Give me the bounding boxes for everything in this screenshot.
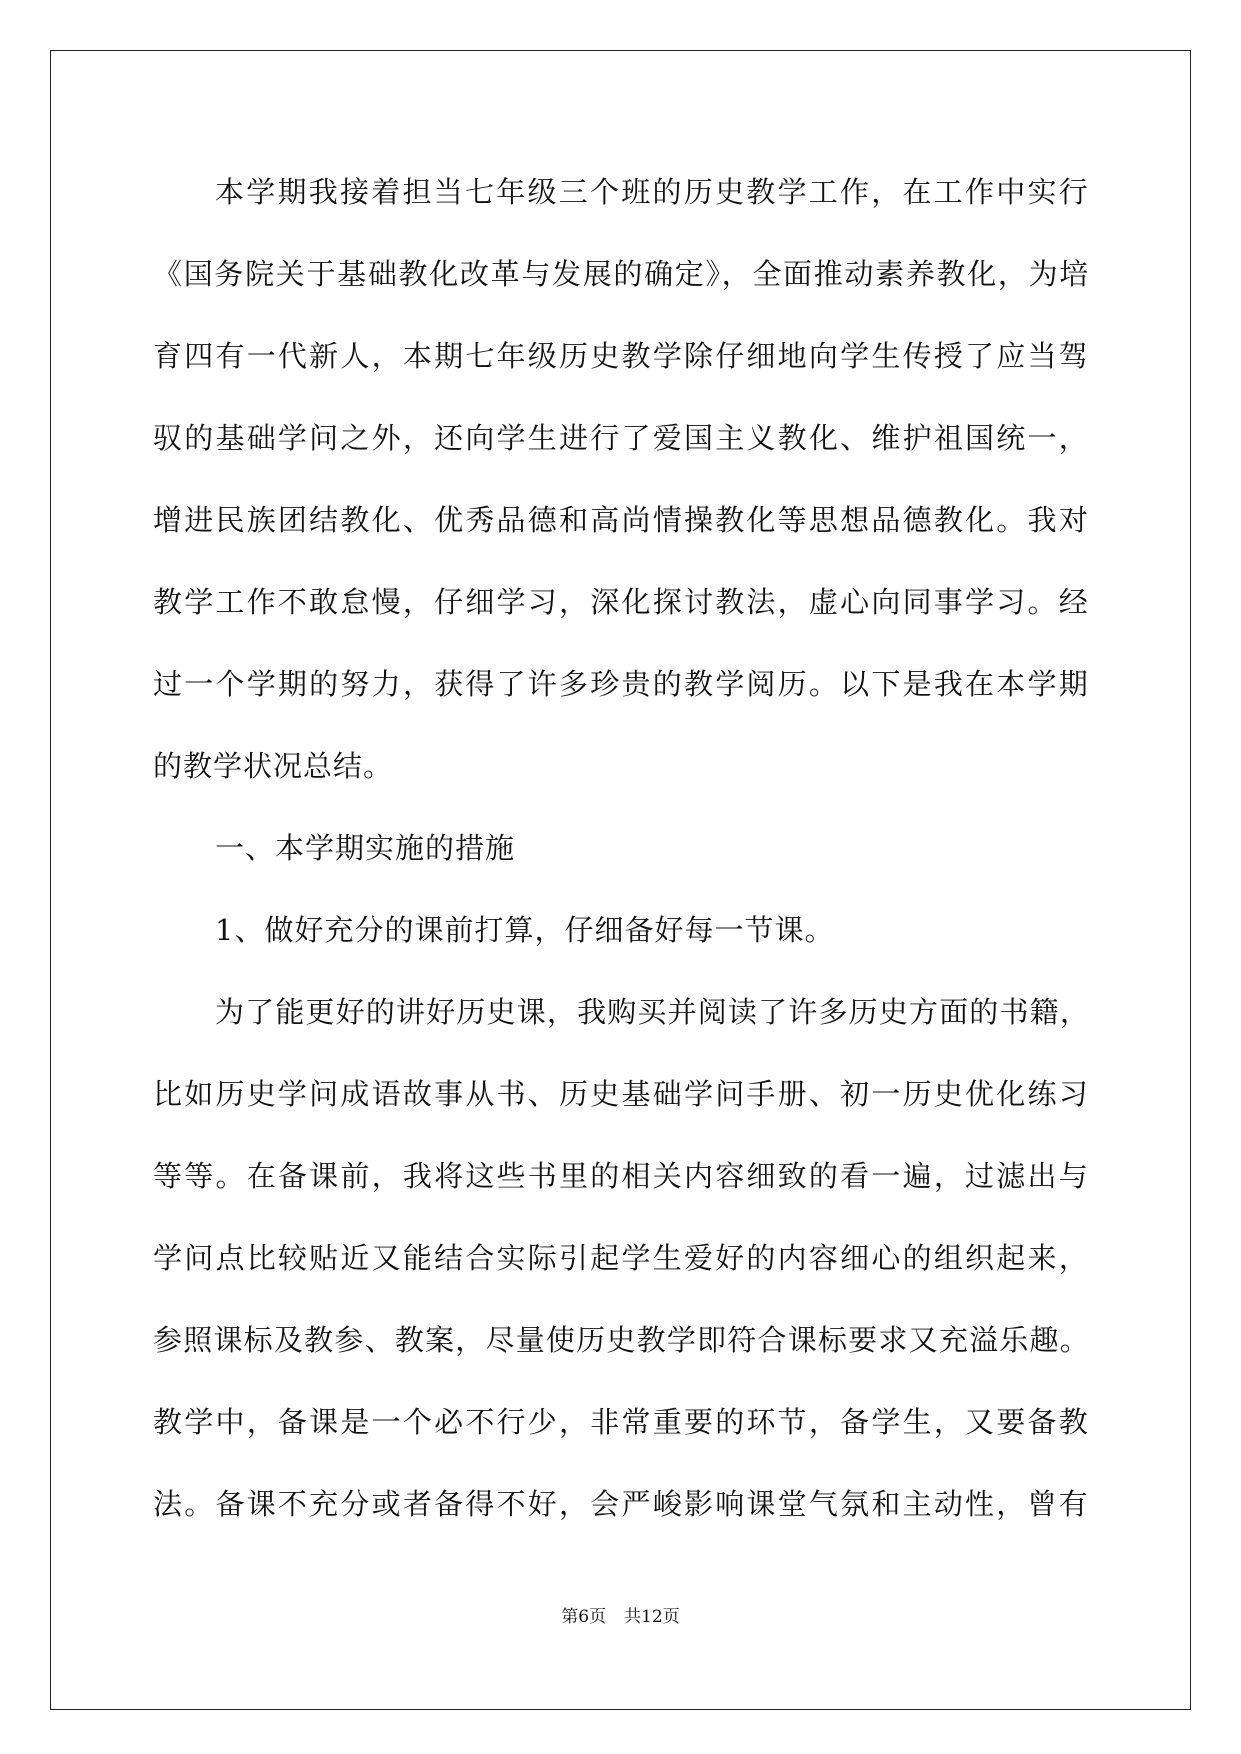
text-line-4: 驭的基础学问之外，还向学生进行了爱国主义教化、维护祖国统一， xyxy=(153,421,1090,455)
text-line-7: 过一个学期的努力，获得了许多珍贵的教学阅历。以下是我在本学期 xyxy=(153,667,1090,701)
text-line-12: 比如历史学问成语故事从书、历史基础学问手册、初一历史优化练习 xyxy=(153,1077,1090,1111)
text-line-2: 《国务院关于基础教化改革与发展的确定》，全面推动素养教化，为培 xyxy=(153,257,1090,291)
text-line-8: 的教学状况总结。 xyxy=(153,749,394,783)
text-line-6: 教学工作不敢怠慢，仔细学习，深化探讨教法，虚心向同事学习。经 xyxy=(153,585,1090,619)
document-body xyxy=(153,160,1090,1554)
text-line-17: 法。备课不充分或者备得不好，会严峻影响课堂气氛和主动性，曾有 xyxy=(153,1487,1090,1521)
text-line-3: 育四有一代新人，本期七年级历史教学除仔细地向学生传授了应当驾 xyxy=(153,339,1090,373)
text-line-1: 本学期我接着担当七年级三个班的历史教学工作，在工作中实行 xyxy=(215,175,1090,209)
page-footer xyxy=(0,1605,1241,1629)
text-line-14: 学问点比较贴近又能结合实际引起学生爱好的内容细心的组织起来， xyxy=(153,1241,1090,1275)
text-line-5: 增进民族团结教化、优秀品德和高尚情操教化等思想品德教化。我对 xyxy=(153,503,1090,537)
section-heading: 一、本学期实施的措施 xyxy=(215,831,516,865)
subsection-heading: 1、做好充分的课前打算，仔细备好每一节课。 xyxy=(215,913,835,947)
text-line-13: 等等。在备课前，我将这些书里的相关内容细致的看一遍，过滤出与 xyxy=(153,1159,1090,1193)
text-line-15: 参照课标及教参、教案，尽量使历史教学即符合课标要求又充溢乐趣。 xyxy=(153,1323,1090,1357)
page-number: 第6页 xyxy=(561,1607,607,1627)
page-total: 共12页 xyxy=(624,1607,680,1627)
text-line-11: 为了能更好的讲好历史课，我购买并阅读了许多历史方面的书籍， xyxy=(215,995,1090,1029)
text-line-16: 教学中，备课是一个必不行少，非常重要的环节，备学生，又要备教 xyxy=(153,1405,1090,1439)
